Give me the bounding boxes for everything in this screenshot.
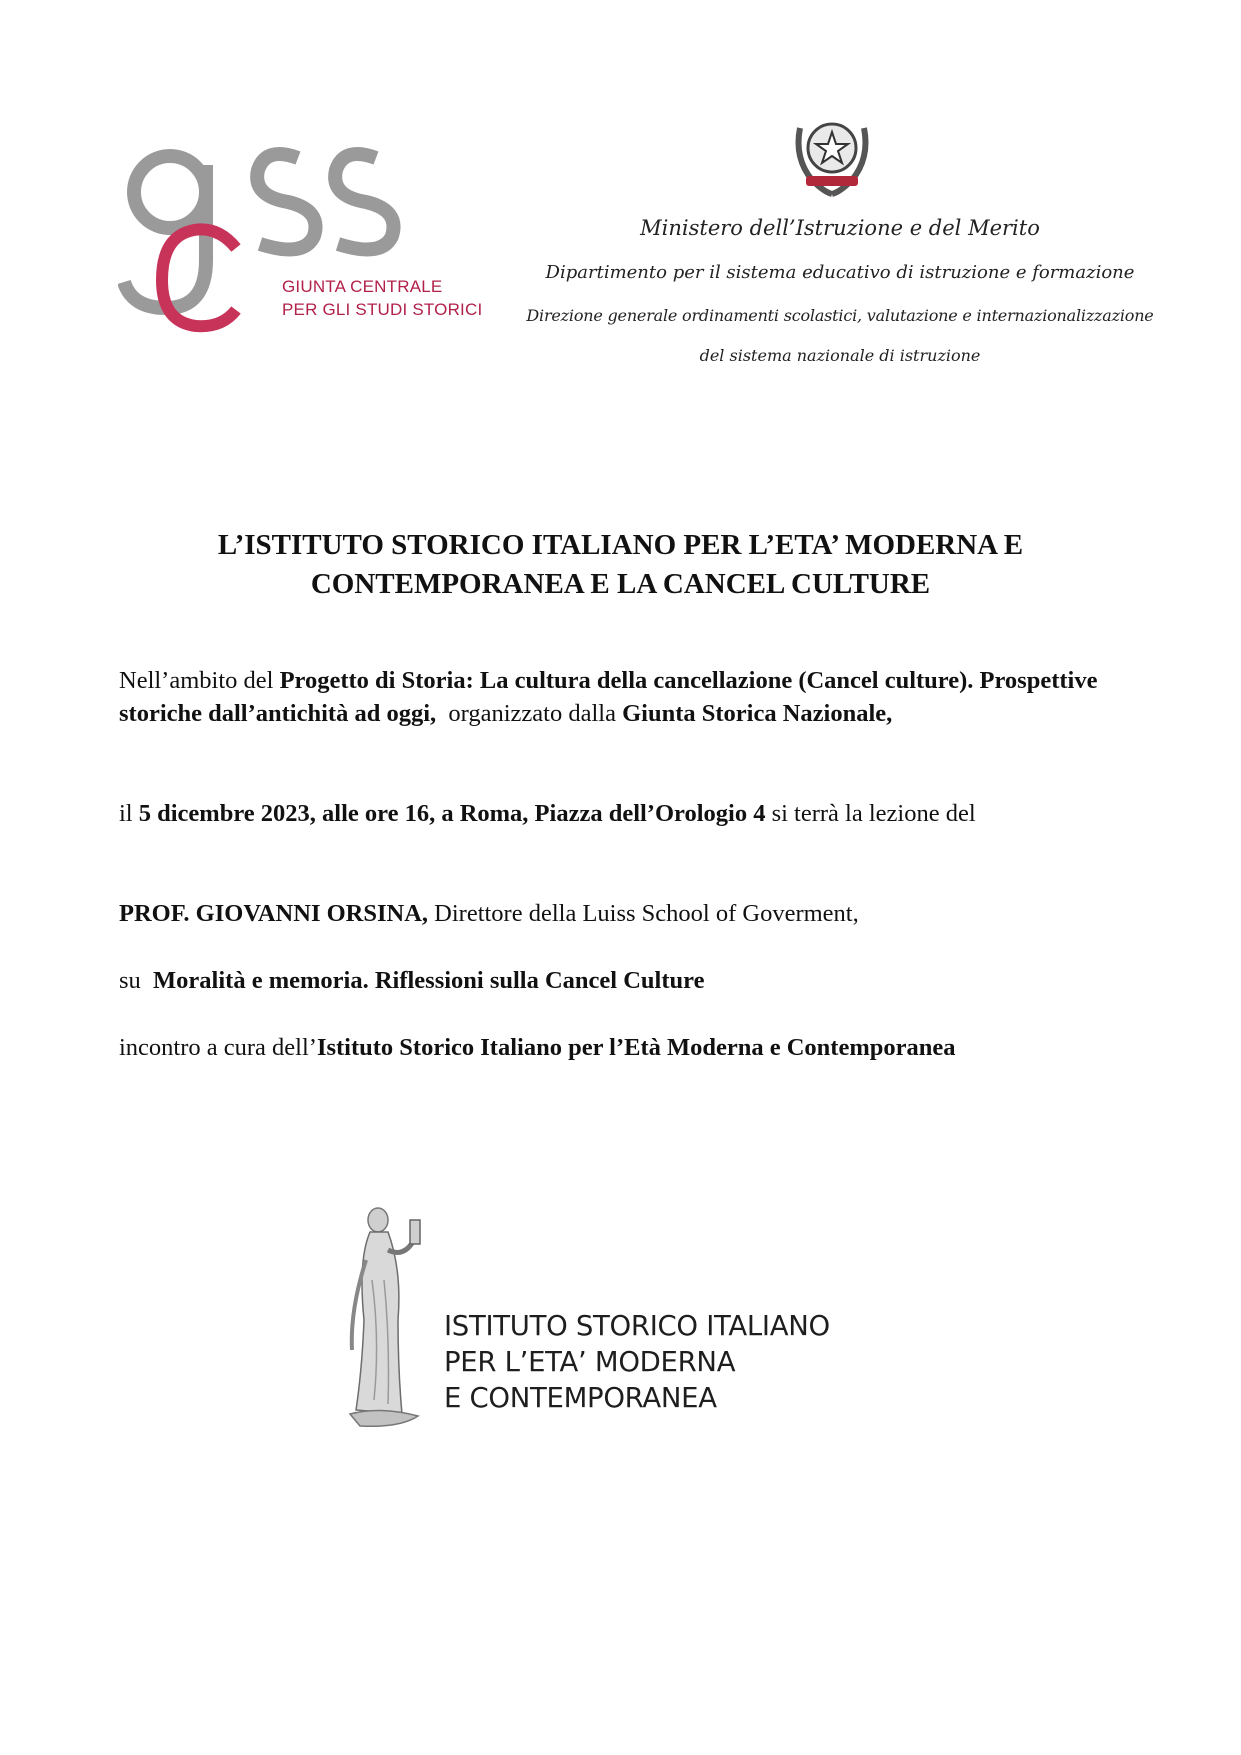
- italian-republic-emblem-icon: [790, 108, 874, 200]
- intro-paragraph: [119, 664, 1129, 730]
- topic-pre: su: [119, 967, 154, 994]
- title-line-1: L’ISTITUTO STORICO ITALIANO PER L’ETA’ MODERNA E: [217, 529, 1024, 561]
- date-pre: il: [119, 800, 139, 827]
- gcss-monogram-icon: [118, 140, 468, 365]
- date-post: si terrà la lezione del: [765, 800, 976, 827]
- curator-name: Istituto Storico Italiano per l’Età Moderna e Contemporanea: [316, 1034, 956, 1061]
- page-title: [120, 526, 1121, 604]
- gcss-line-1: GIUNTA CENTRALE: [282, 277, 443, 296]
- institute-logo-line-2: PER L’ETA’ MODERNA: [444, 1346, 736, 1378]
- project-name: Progetto di Storia: La cultura della cancellazione (Cancel culture). Prospettive storiche dall’antichità ad oggi,: [119, 667, 1098, 727]
- speaker-role: Direttore della Luiss School of Goverment,: [428, 900, 859, 927]
- topic-paragraph: [119, 964, 1129, 997]
- gcss-logo: [118, 140, 483, 365]
- lecture-title: Moralità e memoria. Riflessioni sulla Cancel Culture: [153, 967, 705, 994]
- institute-logo-line-3: E CONTEMPORANEA: [444, 1382, 717, 1414]
- organizer-name: Giunta Storica Nazionale,: [622, 700, 893, 727]
- ministry-directorate: Direzione generale ordinamenti scolastici, valutazione e internazionalizzazione: [526, 306, 1154, 325]
- gcss-line-2: PER GLI STUDI STORICI: [282, 300, 483, 319]
- intro-mid: organizzato dalla: [436, 700, 623, 727]
- ministry-directorate-cont: del sistema nazionale di istruzione: [699, 346, 981, 365]
- ministry-department: Dipartimento per il sistema educativo di istruzione e formazione: [545, 262, 1135, 283]
- curated-paragraph: [119, 1031, 1129, 1064]
- ministry-name: Ministero dell’Istruzione e del Merito: [640, 216, 1040, 240]
- institute-logo-line-1: ISTITUTO STORICO ITALIANO: [444, 1310, 830, 1342]
- date-paragraph: [119, 797, 1129, 830]
- speaker-name: PROF. GIOVANNI ORSINA,: [119, 900, 429, 927]
- statue-icon: [340, 1200, 460, 1432]
- intro-pre: Nell’ambito del: [119, 667, 280, 694]
- curated-pre: incontro a cura dell’: [119, 1034, 317, 1061]
- speaker-paragraph: [119, 897, 1129, 930]
- event-date-location: 5 dicembre 2023, alle ore 16, a Roma, Piazza dell’Orologio 4: [138, 800, 766, 827]
- title-line-2: CONTEMPORANEA E LA CANCEL CULTURE: [310, 568, 931, 600]
